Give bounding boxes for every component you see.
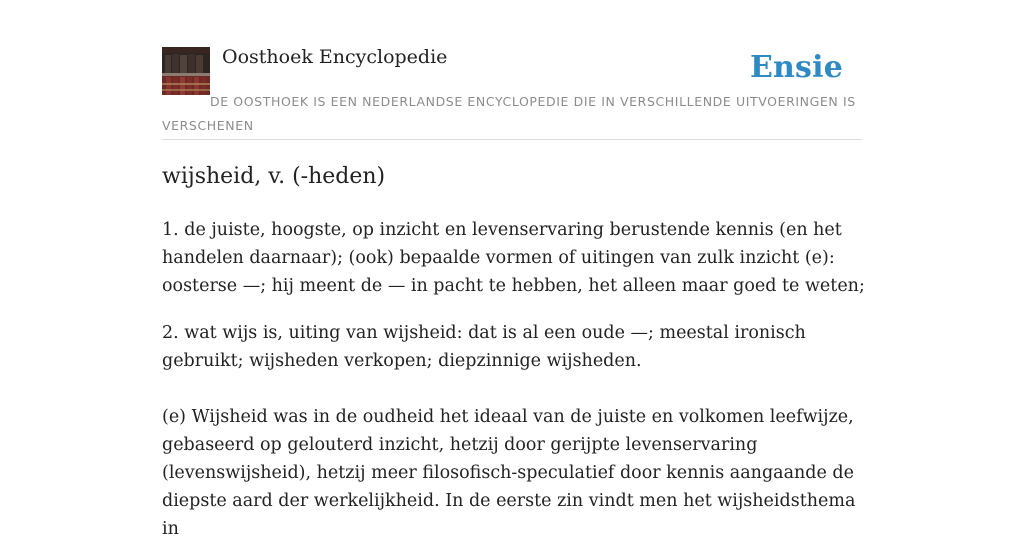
entry-explanation: (e) Wijsheid was in de oudheid het ideaal van de juiste en volkomen leefwijze, gebaseerd op gelouterd inzicht, hetzij door gerijpte levenservaring (levenswijsheid), hetzij meer filosofisch-speculatief door kennis aangaande de diepste aard der werkelijkheid. In de eerste zin vindt men het wijsheidsthema in bbox=[162, 407, 856, 539]
page-content bbox=[162, 0, 865, 539]
ensie-logo[interactable]: Ensie bbox=[749, 50, 843, 85]
site-title[interactable]: Oosthoek Encyclopedie bbox=[222, 46, 448, 68]
site-header bbox=[162, 0, 862, 140]
entry-definition-2: 2. wat wijs is, uiting van wijsheid: dat is al een oude —; meestal ironisch gebruikt; wijsheden verkopen; diepzinnige wijsheden. bbox=[162, 323, 806, 371]
entry-definition-1: 1. de juiste, hoogste, op inzicht en levenservaring berustende kennis (en het handelen daarnaar); (ook) bepaalde vormen of uitingen van zulk inzicht (e): oosterse —; hij meent de — in pacht te hebben, het alleen maar goed te weten; bbox=[162, 220, 865, 296]
entry-title: wijsheid, v. (-heden) bbox=[162, 164, 386, 189]
site-tagline: DE OOSTHOEK IS EEN NEDERLANDSE ENCYCLOPEDIE DIE IN VERSCHILLENDE UITVOERINGEN IS VERSCHENEN bbox=[162, 94, 856, 133]
encyclopedia-books-icon[interactable] bbox=[162, 47, 210, 95]
